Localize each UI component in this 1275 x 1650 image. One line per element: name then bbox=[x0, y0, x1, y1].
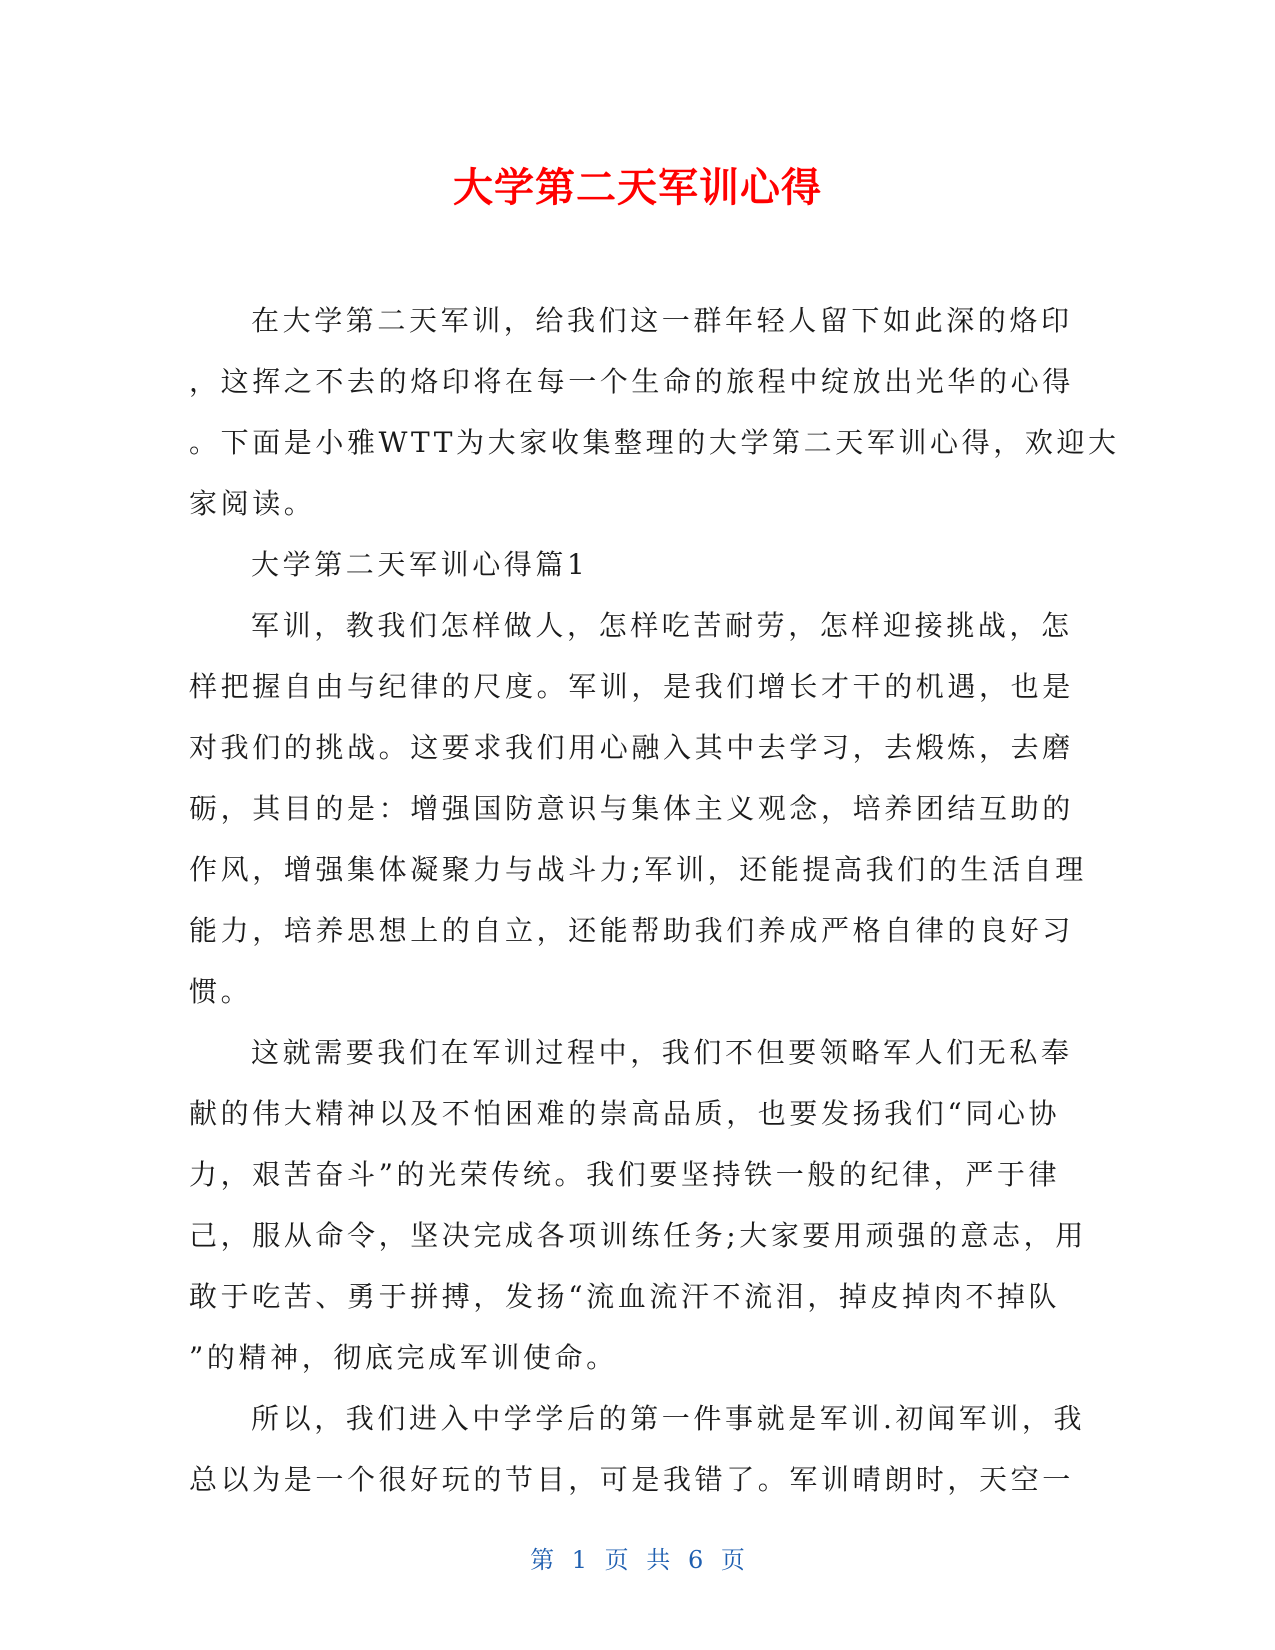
text-line: 家阅读。 bbox=[189, 487, 316, 520]
text-line: 大学第二天军训心得篇1 bbox=[251, 548, 589, 581]
text-line: 砺，其目的是：增强国防意识与集体主义观念，培养团结互助的 bbox=[189, 792, 1074, 825]
document-body bbox=[189, 290, 1120, 1510]
page-footer: 第 1 页 共 6 页 bbox=[530, 1546, 745, 1574]
document-title: 大学第二天军训心得 bbox=[453, 165, 822, 211]
text-line: 所以，我们进入中学学后的第一件事就是军训.初闻军训，我 bbox=[251, 1402, 1086, 1435]
text-line: 能力，培养思想上的自立，还能帮助我们养成严格自律的良好习 bbox=[189, 914, 1074, 947]
text-line: 样把握自由与纪律的尺度。军训，是我们增长才干的机遇，也是 bbox=[189, 670, 1074, 703]
text-line: 献的伟大精神以及不怕困难的崇高品质，也要发扬我们“同心协 bbox=[189, 1097, 1061, 1130]
text-line: 力，艰苦奋斗”的光荣传统。我们要坚持铁一般的纪律，严于律 bbox=[189, 1158, 1061, 1191]
text-line: 己，服从命令，坚决完成各项训练任务;大家要用顽强的意志，用 bbox=[189, 1219, 1087, 1252]
text-line: 总以为是一个很好玩的节目，可是我错了。军训晴朗时，天空一 bbox=[189, 1463, 1074, 1496]
text-line: ”的精神，彻底完成军训使命。 bbox=[189, 1341, 618, 1374]
text-line: 对我们的挑战。这要求我们用心融入其中去学习，去煅炼，去磨 bbox=[189, 731, 1074, 764]
text-line: ，这挥之不去的烙印将在每一个生命的旅程中绽放出光华的心得 bbox=[189, 365, 1074, 398]
text-line: 军训，教我们怎样做人，怎样吃苦耐劳，怎样迎接挑战，怎 bbox=[251, 609, 1073, 642]
text-line: 惯。 bbox=[189, 975, 253, 1008]
text-line: 在大学第二天军训，给我们这一群年轻人留下如此深的烙印 bbox=[251, 304, 1073, 337]
text-line: 。下面是小雅WTT为大家收集整理的大学第二天军训心得，欢迎大 bbox=[189, 426, 1120, 459]
text-line: 这就需要我们在军训过程中，我们不但要领略军人们无私奉 bbox=[251, 1036, 1073, 1069]
text-line: 敢于吃苦、勇于拼搏，发扬“流血流汗不流泪，掉皮掉肉不掉队 bbox=[189, 1280, 1061, 1313]
text-line: 作风，增强集体凝聚力与战斗力;军训，还能提高我们的生活自理 bbox=[189, 853, 1087, 886]
